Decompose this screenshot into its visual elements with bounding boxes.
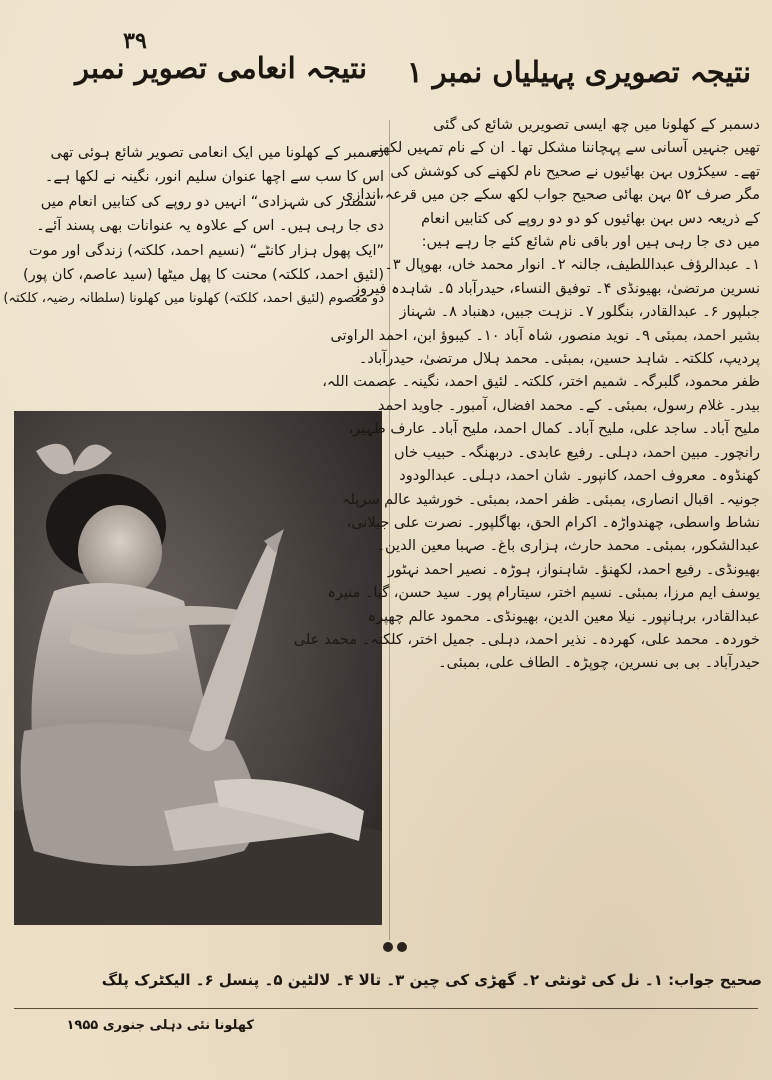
winner-list-line: عبدالشکور، بمبئی۔ محمد حارث، ہزاری باغ۔ صہبا معین الدین۔ [376, 538, 760, 555]
decorative-dots-icon [383, 942, 413, 954]
text-line: اس کا سب سے اچھا عنوان سلیم انور، نگینہ نے لکھا ہے۔ [44, 169, 384, 186]
winner-list-line: جبلپور ۶۔ عبدالقادر، بنگلور ۷۔ نزہت جبیں، دھنباد ۸۔ شہناز [399, 304, 760, 321]
page-number: ۳۹ [123, 28, 147, 54]
right-column-text [293, 114, 760, 676]
winner-list-line: ملیح آباد۔ ساجد علی، ملیح آباد۔ کمال احمد، ملیح آباد۔ عارف ظہیر، [348, 421, 760, 438]
text-line: مگر صرف ۵۲ بہن بھائی صحیح جواب لکھ سکے جن میں قرعہ اندازی [342, 187, 760, 204]
winner-list-line: حیدرآباد۔ بی بی نسرین، چوپڑہ۔ الطاف علی، بمبئی۔ [438, 655, 760, 672]
text-line: میں دی جا رہی ہیں اور باقی نام شائع کئے جا رہے ہیں: [421, 234, 760, 251]
photo-child-with-fish-doll [14, 411, 382, 925]
text-line: ”سمندر کی شہزادی“ انہیں دو روپے کی کتابیں انعام میں [40, 193, 384, 210]
text-line: ”ایک پھول ہزار کانٹے“ (نسیم احمد، کلکتہ) زندگی اور موت [28, 242, 384, 259]
winner-list-line: ۱۔ عبدالرؤف عبداللطیف، جالنہ ۲۔ انوار محمد خاں، بھوپال ۳۔ [384, 257, 760, 274]
winner-list-line: عبدالقادر، برہانپور۔ نیلا معین الدین، بھیونڈی۔ محمود عالم چھپرہ [367, 608, 760, 625]
left-column-text [3, 141, 384, 312]
winner-list-line: بشیر احمد، بمبئی ۹۔ نوید منصور، شاہ آباد ۱۰۔ کیبوؤ ابن، احمد الراوتی [330, 327, 760, 344]
answer-line: صحیح جواب: ۱۔ نل کی ٹونٹی ۲۔ گھڑی کی چین ۳۔ تالا ۴۔ لالٹین ۵۔ پنسل ۶۔ الیکٹرک پلگ [101, 971, 762, 989]
text-line: (لئیق احمد، کلکتہ) محنت کا پھل میٹھا (سید عاصم، کان پور) [23, 267, 384, 284]
text-line: دی جا رہی ہیں۔ اس کے علاوہ یہ عنوانات بھی پسند آئے۔ [36, 218, 384, 235]
right-column-title: نتیجہ تصویری پہیلیاں نمبر ۱ [406, 55, 752, 89]
winner-list-line: کھنڈوہ۔ معروف احمد، کانپور۔ شان احمد، دہلی۔ عبدالودود [399, 468, 760, 485]
winner-list-line: خوردہ۔ محمد علی، کھردہ۔ نذیر احمد، دہلی۔ جمیل اختر، کلکتہ۔ محمد علی [293, 631, 760, 648]
winner-list-line: بیدر۔ غلام رسول، بمبئی۔ کے۔ محمد افضال، آمبور۔ جاوید احمد [377, 397, 760, 414]
winner-list-line: ظفر محمود، گلبرگہ۔ شمیم اختر، کلکتہ۔ لئیق احمد، نگینہ۔ عصمت اللہ، [322, 374, 760, 391]
winner-list-line: یوسف ایم مرزا، بمبئی۔ نسیم اختر، سیتارام پور۔ سید حسن، گیا۔ منیرہ [327, 585, 760, 602]
text-line: تھے۔ سیکڑوں بہن بھائیوں نے صحیح نام لکھنے کی کوشش کی [390, 163, 760, 180]
text-line: دسمبر کے کھلونا میں ایک انعامی تصویر شائع ہوئی تھی [50, 145, 384, 161]
footer-rule [14, 1008, 758, 1009]
text-line: دسمبر کے کھلونا میں چھ ایسی تصویریں شائع کی گئی [433, 117, 760, 133]
winner-list-line: جونیہ۔ اقبال انصاری، بمبئی۔ ظفر احمد، بمبئی۔ خورشید عالم سرپلہ [342, 491, 760, 508]
winner-list-line: بھیونڈی۔ رفیع احمد، لکھنؤ۔ شاہنواز، ہوڑہ۔ نصیر احمد نہٹور [387, 561, 760, 578]
text-line: تھیں جنہیں آسانی سے پہچاننا مشکل تھا۔ ان کے نام تمہیں لکھنے [370, 140, 760, 157]
footer-publication: کھلونا نئی دہلی جنوری ۱۹۵۵ [66, 1018, 254, 1033]
winner-list-line: رانچور۔ مبین احمد، دہلی۔ رفیع عابدی۔ دربھنگہ۔ حبیب خاں [394, 444, 760, 461]
winner-list-line: پردیپ، کلکتہ۔ شاہد حسین، بمبئی۔ محمد ہلال مرتضیٰ، حیدرآباد۔ [358, 351, 760, 368]
winner-list-line: نسرین مرتضیٰ، بھیونڈی ۴۔ توفیق النساء، حیدرآباد ۵۔ شاہدہ فیروز [353, 280, 760, 297]
winner-list-line: نشاط واسطی، چھندواڑہ۔ اکرام الحق، بھاگلپور۔ نصرت علی جیلانی، [346, 514, 760, 531]
left-column-title: نتیجہ انعامی تصویر نمبر [74, 51, 368, 85]
text-line: دو معصوم (لئیق احمد، کلکتہ) کھلونا میں کھلونا (سلطانہ رضیہ، کلکتہ) [3, 291, 384, 307]
text-line: کے ذریعہ دس بہن بھائیوں کو دو دو روپے کی کتابیں انعام [421, 210, 760, 227]
